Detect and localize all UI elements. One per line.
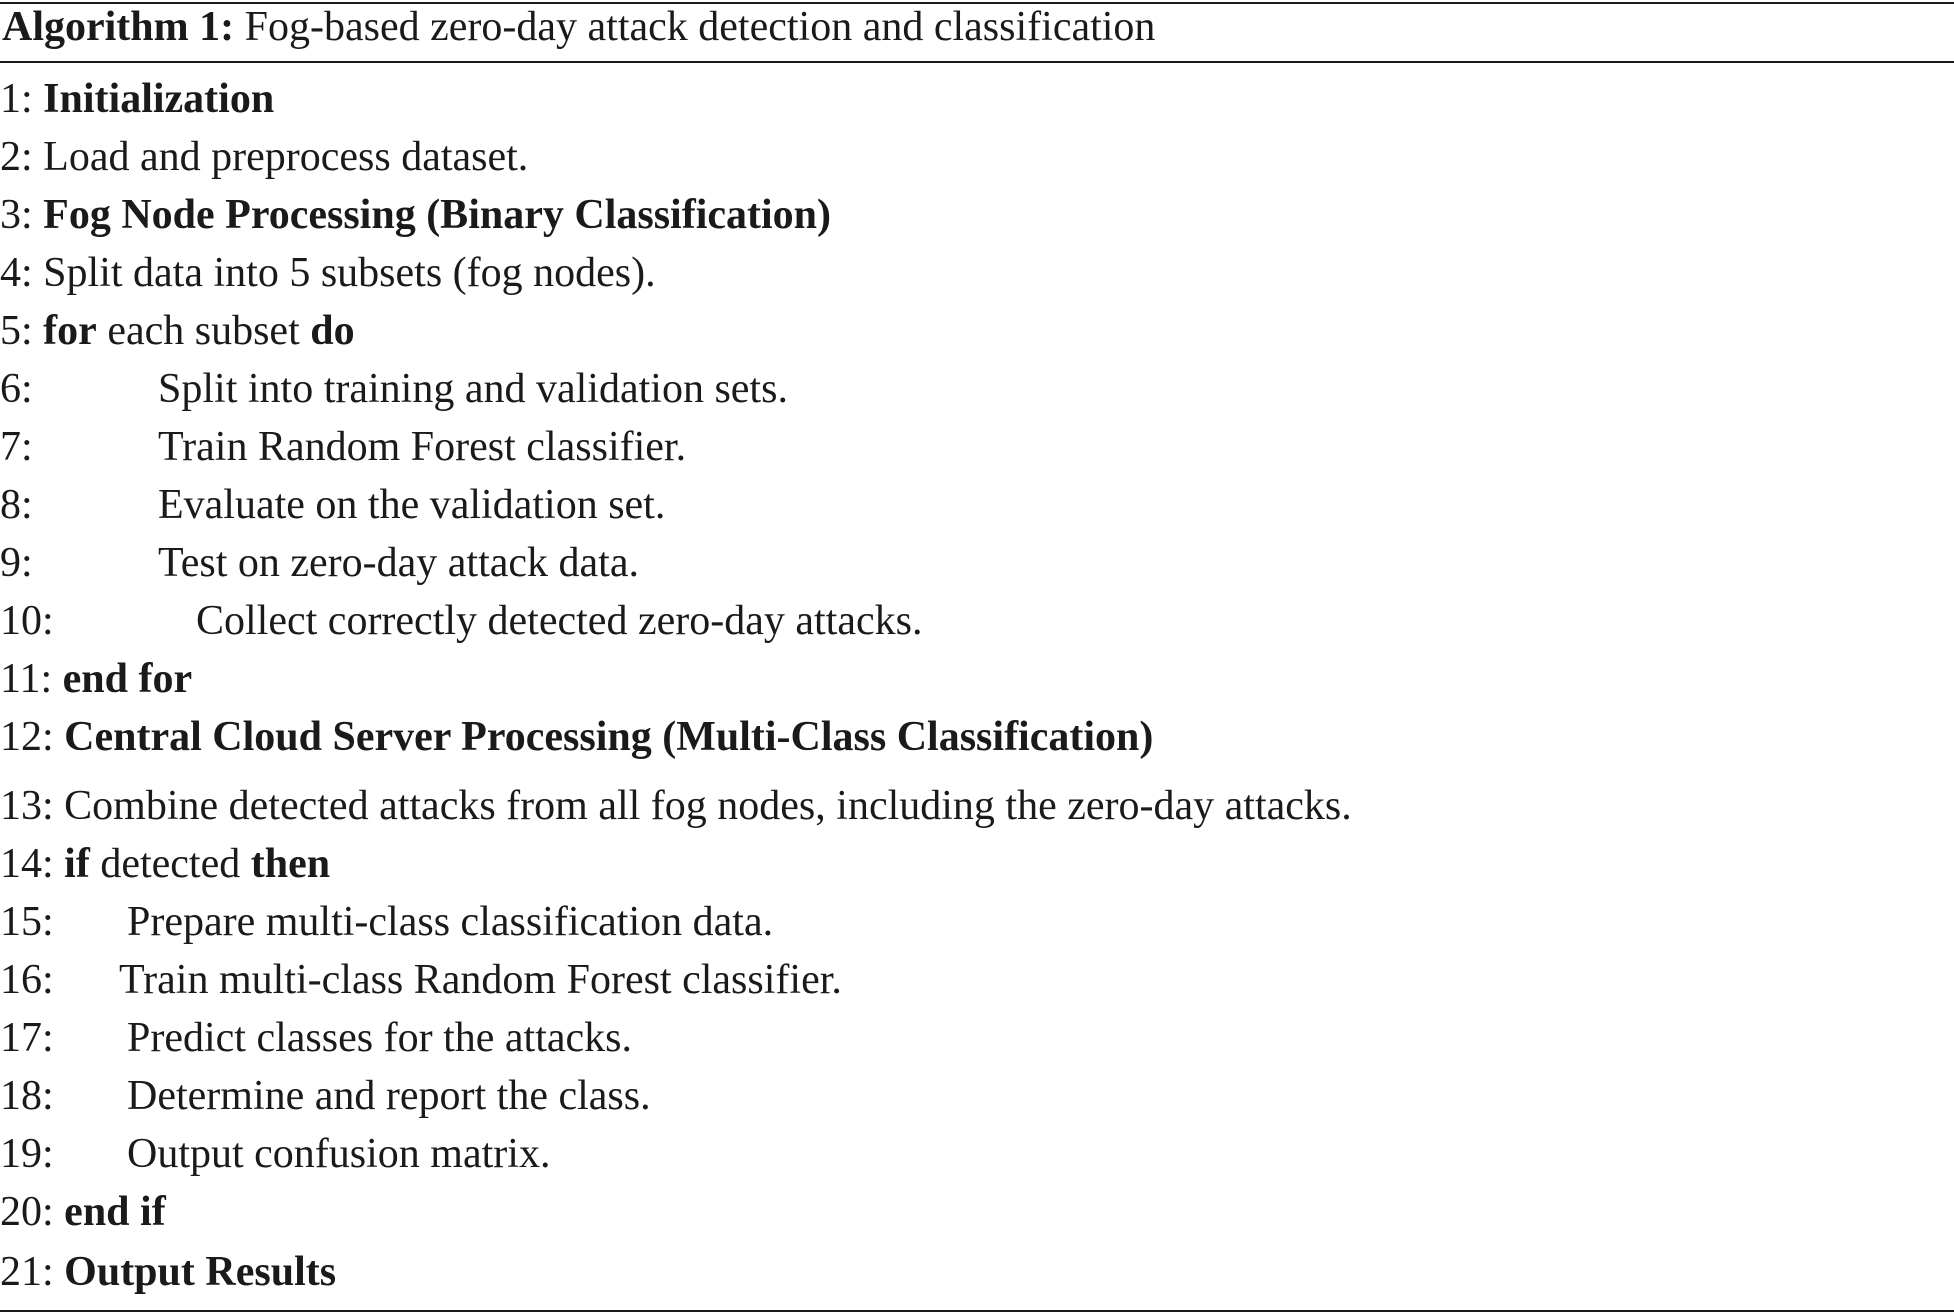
line-text: each subset [107,308,300,354]
algorithm-line-6 [0,360,788,418]
keyword-then: then [250,841,331,887]
line-number: 3: [0,192,33,238]
line-number: 14: [0,841,54,887]
algorithm-line-8 [0,476,666,534]
line-number: 17: [0,1015,54,1061]
algorithm-line-9 [0,534,639,592]
line-number: 9: [0,540,33,586]
algorithm-label: Algorithm 1: [2,4,235,50]
bottom-rule [0,1310,1954,1312]
line-number: 10: [0,598,54,644]
algorithm-line-14 [0,835,330,893]
line-number: 6: [0,366,33,412]
keyword-do: do [310,308,355,354]
algorithm-line-1 [0,70,274,128]
section-heading: Fog Node Processing (Binary Classification) [43,192,832,238]
line-number: 18: [0,1073,54,1119]
section-heading: Output Results [64,1249,337,1295]
line-text: Prepare multi-class classification data. [127,899,774,945]
algorithm-line-16 [0,951,842,1009]
algorithm-line-10 [0,592,923,650]
keyword-end-if: end if [64,1189,166,1235]
algorithm-line-5 [0,302,355,360]
line-text: Determine and report the class. [127,1073,651,1119]
caption-rule [0,61,1954,63]
section-heading: Central Cloud Server Processing (Multi-Class Classification) [64,714,1154,760]
section-heading: Initialization [43,76,275,122]
keyword-end-for: end for [62,656,193,702]
algorithm-line-13 [0,777,1352,835]
line-text: Load and preprocess dataset. [43,134,529,180]
line-text: detected [100,841,241,887]
algorithm-title: Fog-based zero-day attack detection and classification [244,4,1156,50]
line-number: 1: [0,76,33,122]
line-number: 7: [0,424,33,470]
algorithm-line-7 [0,418,687,476]
algorithm-line-2 [0,128,528,186]
keyword-if: if [64,841,90,887]
algorithm-line-18 [0,1067,651,1125]
algorithm-line-19 [0,1125,551,1183]
line-text: Predict classes for the attacks. [127,1015,632,1061]
line-number: 2: [0,134,33,180]
algorithm-line-12 [0,708,1153,766]
line-text: Split data into 5 subsets (fog nodes). [43,250,656,296]
line-text: Combine detected attacks from all fog nodes, including the zero-day attacks. [64,783,1352,829]
algorithm-line-11 [0,650,192,708]
line-text: Collect correctly detected zero-day attacks. [196,598,923,644]
line-text: Output confusion matrix. [127,1131,551,1177]
line-text: Evaluate on the validation set. [158,482,666,528]
line-number: 21: [0,1249,54,1295]
line-number: 13: [0,783,54,829]
line-number: 8: [0,482,33,528]
line-number: 5: [0,308,33,354]
algorithm-line-20 [0,1183,166,1241]
line-number: 11: [0,656,53,702]
line-number: 19: [0,1131,54,1177]
algorithm-line-4 [0,244,656,302]
algorithm-caption [2,2,1155,60]
algorithm-line-17 [0,1009,632,1067]
line-number: 16: [0,957,54,1003]
keyword-for: for [43,308,97,354]
line-number: 4: [0,250,33,296]
line-text: Train Random Forest classifier. [158,424,687,470]
line-text: Split into training and validation sets. [158,366,788,412]
algorithm-line-3 [0,186,831,244]
line-number: 12: [0,714,54,760]
algorithm-line-15 [0,893,774,951]
line-number: 15: [0,899,54,945]
algorithm-line-21 [0,1243,336,1301]
line-text: Train multi-class Random Forest classifier. [119,957,842,1003]
line-text: Test on zero-day attack data. [158,540,639,586]
line-number: 20: [0,1189,54,1235]
